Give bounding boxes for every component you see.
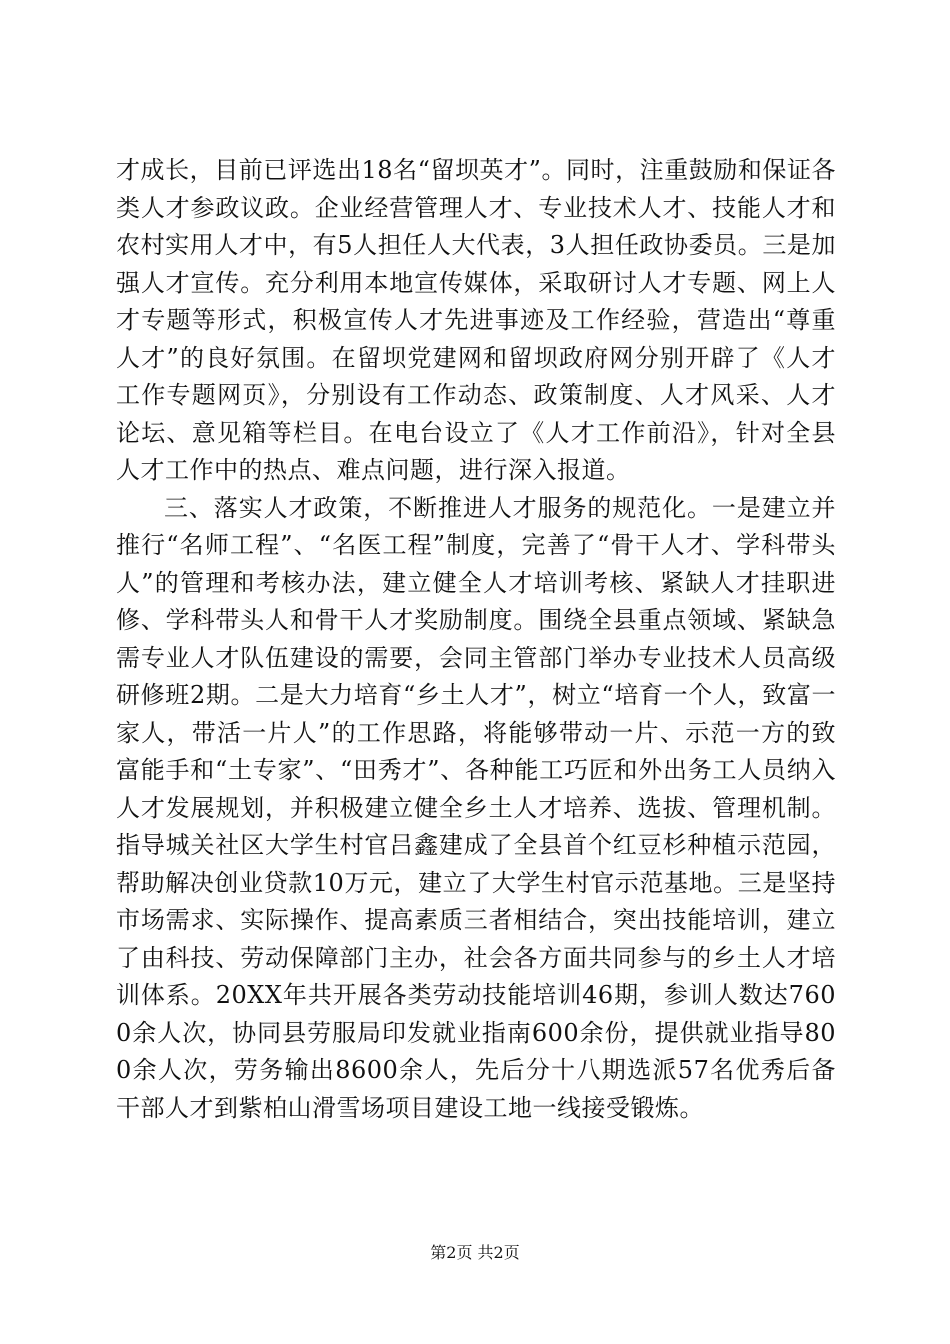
- page-footer: 第2页 共2页: [430, 1243, 520, 1262]
- document-body: [116, 152, 836, 1127]
- paragraph-2: 三、落实人才政策，不断推进人才服务的规范化。一是建立并推行“名师工程”、“名医工程”制度，完善了“骨干人才、学科带头人”的管理和考核办法，建立健全人才培训考核、紧缺人才挂职进修、学科带头人和骨干人才奖励制度。围绕全县重点领域、紧缺急需专业人才队伍建设的需要，会同主管部门举办专业技术人员高级研修班2期。二是大力培育“乡土人才”，树立“培育一个人，致富一家人，带活一片人”的工作思路，将能够带动一片、示范一方的致富能手和“土专家”、“田秀才”、各种能工巧匠和外出务工人员纳入人才发展规划，并积极建立健全乡土人才培养、选拔、管理机制。指导城关社区大学生村官吕鑫建成了全县首个红豆杉种植示范园，帮助解决创业贷款10万元，建立了大学生村官示范基地。三是坚持市场需求、实际操作、提高素质三者相结合，突出技能培训，建立了由科技、劳动保障部门主办，社会各方面共同参与的乡土人才培训体系。20XX年共开展各类劳动技能培训46期，参训人数达7600余人次，协同县劳服局印发就业指南600余份，提供就业指导800余人次，劳务输出8600余人，先后分十八期选派57名优秀后备干部人才到紫柏山滑雪场项目建设工地一线接受锻炼。: [116, 493, 836, 1122]
- paragraph-1: 才成长，目前已评选出18名“留坝英才”。同时，注重鼓励和保证各类人才参政议政。企业经营管理人才、专业技术人才、技能人才和农村实用人才中，有5人担任人大代表，3人担任政协委员。三是加强人才宣传。充分利用本地宣传媒体，采取研讨人才专题、网上人才专题等形式，积极宣传人才先进事迹及工作经验，营造出“尊重人才”的良好氛围。在留坝党建网和留坝政府网分别开辟了《人才工作专题网页》，分别设有工作动态、政策制度、人才风采、人才论坛、意见箱等栏目。在电台设立了《人才工作前沿》，针对全县人才工作中的热点、难点问题，进行深入报道。: [116, 156, 836, 484]
